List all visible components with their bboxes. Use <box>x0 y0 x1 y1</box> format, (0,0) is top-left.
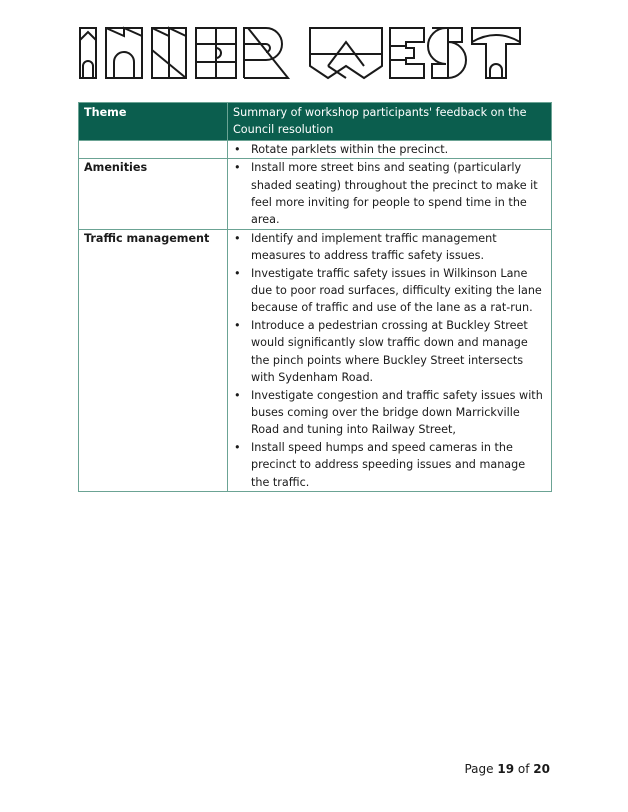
page-number <box>464 762 550 776</box>
list-item: • Investigate congestion and traffic safety issues with buses coming over the bridge down Marrickville Road and tuning into Railway Street, <box>233 387 546 439</box>
list-item: • Investigate traffic safety issues in Wilkinson Lane due to poor road surfaces, difficulty exiting the lane because of traffic and use of the lane as a rat-run. <box>233 265 546 317</box>
table-row <box>79 159 552 230</box>
page-label: Page <box>464 762 494 776</box>
summary-cell <box>228 140 552 158</box>
header-summary: Summary of workshop participants' feedback on the Council resolution <box>228 103 552 141</box>
theme-cell: Traffic management <box>79 229 228 491</box>
theme-cell <box>79 140 228 158</box>
summary-cell <box>228 229 552 491</box>
table-header-row <box>79 103 552 141</box>
list-item: • Introduce a pedestrian crossing at Buckley Street would significantly slow traffic down and manage the pinch points where Buckley Street intersects with Sydenham Road. <box>233 317 546 387</box>
table-row <box>79 229 552 491</box>
list-item: • Install speed humps and speed cameras in the precinct to address speeding issues and manage the traffic. <box>233 439 546 491</box>
header-theme: Theme <box>79 103 228 141</box>
inner-west-logo <box>78 26 528 82</box>
of-label: of <box>517 762 530 776</box>
list-item: • Rotate parklets within the precinct. <box>233 141 546 158</box>
current-page: 19 <box>497 762 515 776</box>
total-pages: 20 <box>533 762 550 776</box>
table-row <box>79 140 552 158</box>
theme-cell: Amenities <box>79 159 228 230</box>
feedback-table <box>78 102 552 492</box>
list-item: • Install more street bins and seating (particularly shaded seating) throughout the precinct to make it feel more inviting for people to spend time in the area. <box>233 159 546 229</box>
list-item: • Identify and implement traffic management measures to address traffic safety issues. <box>233 230 546 265</box>
summary-cell <box>228 159 552 230</box>
